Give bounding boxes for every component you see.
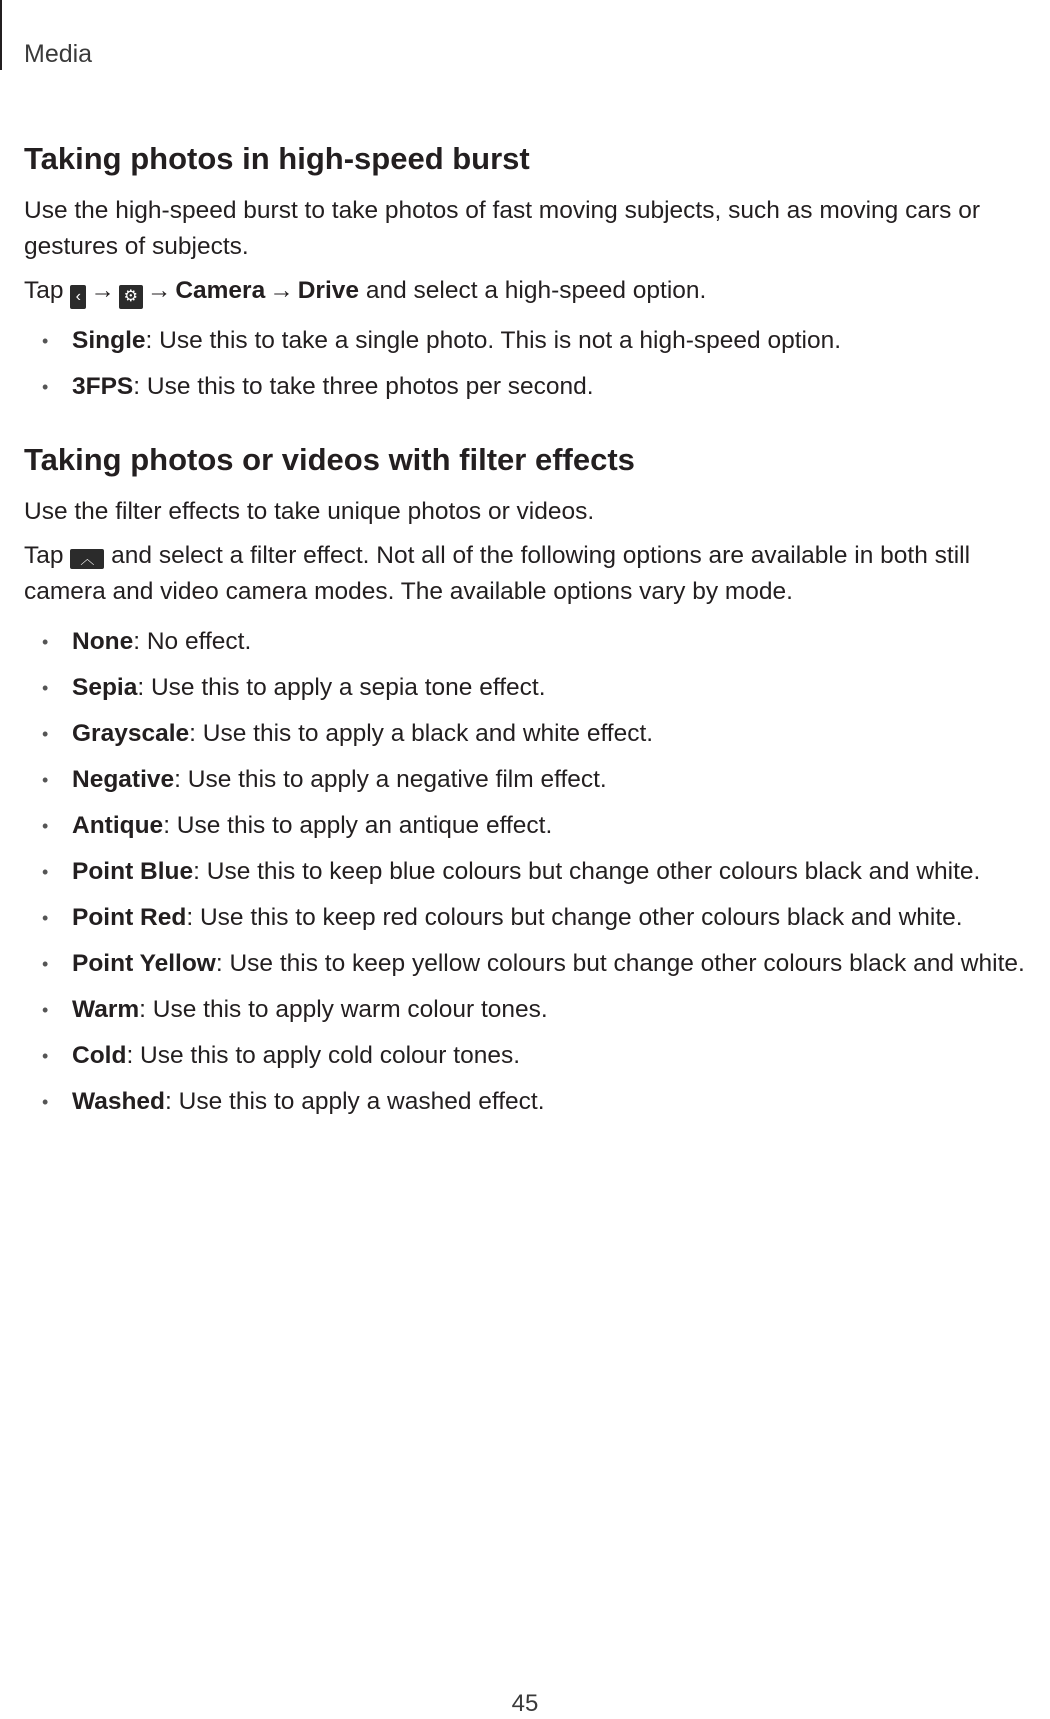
page-corner-rule xyxy=(0,0,2,70)
list-item xyxy=(24,624,1034,660)
bullet-icon: • xyxy=(42,1045,49,1066)
menu-term-drive: Drive xyxy=(297,276,360,304)
option-term: Grayscale xyxy=(72,719,190,747)
list-item xyxy=(24,854,1034,890)
list-item xyxy=(24,808,1034,844)
page-number: 45 xyxy=(511,1690,539,1717)
instruction-line xyxy=(24,273,1034,309)
bullet-icon: • xyxy=(42,1091,49,1112)
bullet-icon: • xyxy=(42,330,49,351)
option-description: : Use this to apply a negative film effect. xyxy=(174,765,607,793)
option-description: : Use this to keep yellow colours but change other colours black and white. xyxy=(215,949,1025,977)
bullet-icon: • xyxy=(42,999,49,1020)
arrow-glyph: → xyxy=(146,276,172,304)
option-description: : No effect. xyxy=(133,627,252,655)
option-term: Washed xyxy=(72,1087,166,1115)
section-title: Taking photos or videos with filter effects xyxy=(24,441,635,477)
instruction-line xyxy=(24,538,1034,610)
bullet-icon: • xyxy=(42,861,49,882)
list-item xyxy=(24,670,1034,706)
bullet-icon: • xyxy=(42,376,49,397)
page-content xyxy=(24,140,1034,1130)
list-item xyxy=(24,946,1034,982)
instruction-suffix: and select a high-speed option. xyxy=(365,276,707,304)
option-term: Point Yellow xyxy=(72,949,216,977)
option-description: : Use this to apply a black and white effect. xyxy=(189,719,654,747)
arrow-glyph: → xyxy=(90,276,115,304)
bullet-icon: • xyxy=(42,631,49,652)
option-description: : Use this to keep blue colours but change other colours black and white. xyxy=(193,857,981,885)
section-title: Taking photos in high-speed burst xyxy=(24,141,530,176)
list-item xyxy=(24,762,1034,798)
option-description: : Use this to apply cold colour tones. xyxy=(126,1041,521,1069)
instruction-suffix: and select a filter effect. Not all of the following options are available in both still camera and video camera modes. The available options vary by mode. xyxy=(24,541,971,605)
bullet-icon: • xyxy=(42,907,49,928)
option-term: 3FPS xyxy=(72,372,134,400)
section-intro: Use the high-speed burst to take photos of fast moving subjects, such as moving cars or gestures of subjects. xyxy=(24,196,980,260)
chevron-up-icon: ︿ xyxy=(70,549,104,569)
back-chevron-icon: ‹ xyxy=(70,285,86,309)
filter-option-list xyxy=(24,624,1034,1120)
section-filter-effects xyxy=(24,441,1034,1120)
option-description: : Use this to take a single photo. This is not a high-speed option. xyxy=(145,326,842,354)
section-intro: Use the filter effects to take unique photos or videos. xyxy=(24,497,595,525)
option-term: None xyxy=(72,627,134,655)
option-description: : Use this to apply warm colour tones. xyxy=(139,995,548,1023)
instruction-prefix: Tap xyxy=(24,276,64,304)
option-term: Negative xyxy=(72,765,175,793)
option-term: Single xyxy=(72,326,146,354)
instruction-prefix: Tap xyxy=(24,541,64,569)
bullet-icon: • xyxy=(42,769,49,790)
bullet-icon: • xyxy=(42,953,49,974)
list-item xyxy=(24,1038,1034,1074)
list-item xyxy=(24,716,1034,752)
list-item xyxy=(24,900,1034,936)
list-item xyxy=(24,992,1034,1028)
list-item xyxy=(24,369,1034,405)
option-term: Point Blue xyxy=(72,857,194,885)
settings-gear-icon: ⚙ xyxy=(119,285,143,309)
option-description: : Use this to apply a washed effect. xyxy=(165,1087,545,1115)
list-item xyxy=(24,323,1034,359)
arrow-glyph: → xyxy=(269,276,294,304)
option-term: Sepia xyxy=(72,673,138,701)
running-head: Media xyxy=(24,40,93,68)
burst-option-list xyxy=(24,323,1034,405)
option-description: : Use this to apply an antique effect. xyxy=(163,811,553,839)
menu-term-camera: Camera xyxy=(175,276,266,304)
bullet-icon: • xyxy=(42,815,49,836)
option-description: : Use this to apply a sepia tone effect. xyxy=(137,673,546,701)
option-term: Point Red xyxy=(72,903,187,931)
option-term: Cold xyxy=(72,1041,127,1069)
bullet-icon: • xyxy=(42,677,49,698)
option-description: : Use this to keep red colours but change other colours black and white. xyxy=(186,903,963,931)
option-description: : Use this to take three photos per second. xyxy=(133,372,594,400)
bullet-icon: • xyxy=(42,723,49,744)
list-item xyxy=(24,1084,1034,1120)
option-term: Warm xyxy=(72,995,140,1023)
section-high-speed-burst xyxy=(24,140,1034,405)
option-term: Antique xyxy=(72,811,164,839)
